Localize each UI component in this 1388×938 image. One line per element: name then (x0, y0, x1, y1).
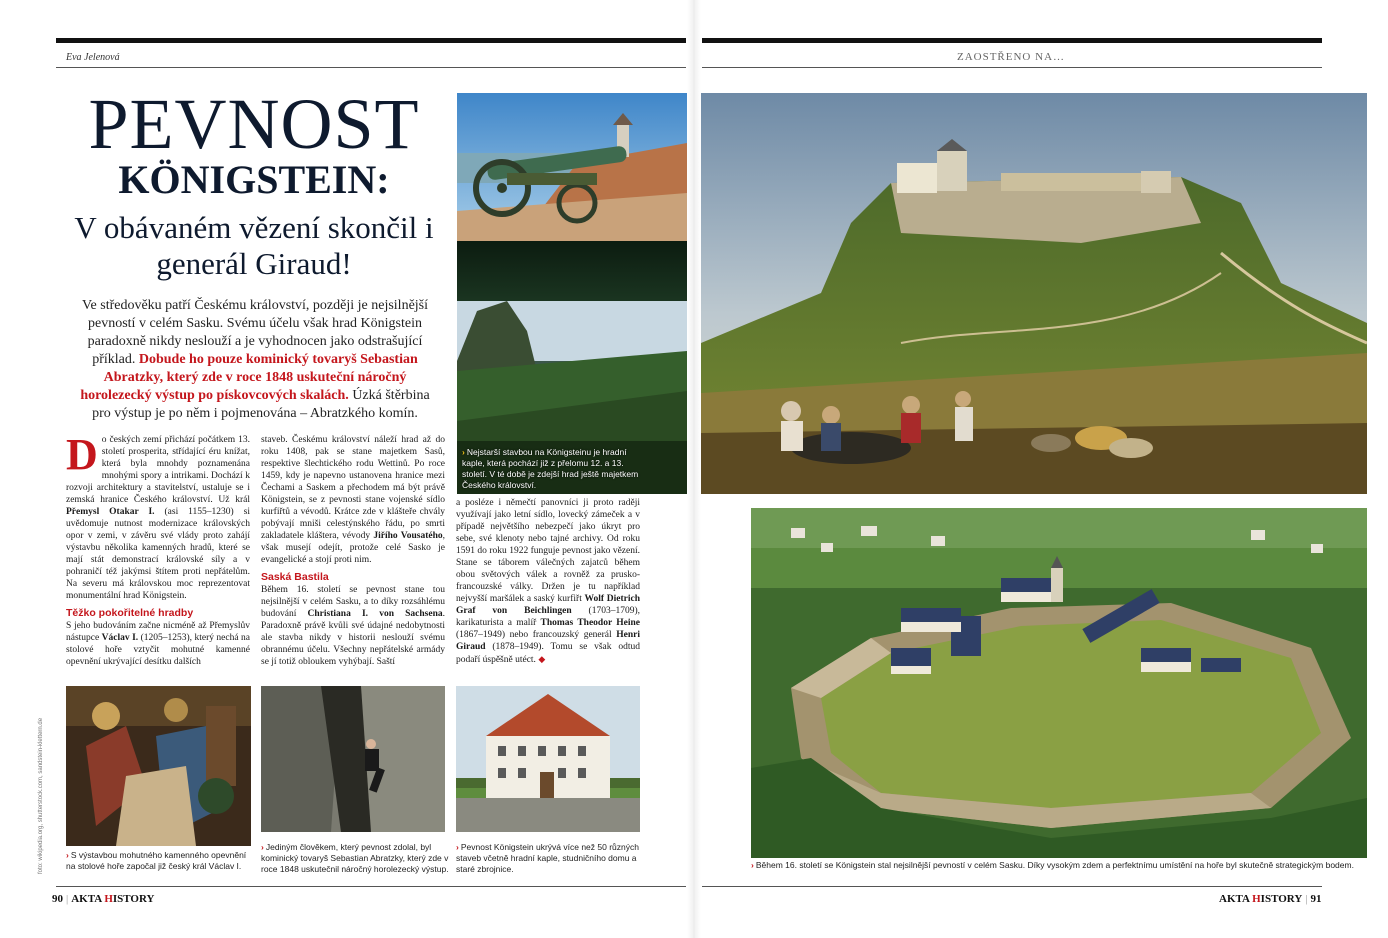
body-text: (1703–1709), karikaturista a malíř (456, 606, 641, 628)
folio-separator: | (1305, 893, 1308, 905)
body-bold-name: Václav I. (101, 633, 139, 643)
cannon-photo (457, 93, 687, 241)
photo-credit: foto: wikipedia.org, shutterstock.com, sandstein-klettern.de (38, 717, 44, 874)
building-photo (456, 686, 640, 832)
aerial-caption (751, 860, 1367, 871)
body-bold-name: Jiřího Vousatého (373, 531, 443, 541)
body-bold-name: Thomas Theodor Heine (540, 618, 640, 628)
lead-part-2: Úzká štěrbina pro výstup je po něm i pojmenována – Abratzkého komín. (92, 388, 430, 421)
fortress-painting (701, 93, 1367, 494)
caption-text: Během 16. století se Königstein stal nejsilnější pevností v celém Sasku. Díky vysokým zdem a perfektnímu umístění na hoře byl skutečně strategickým bodem. (755, 860, 1354, 870)
building-caption (456, 842, 641, 875)
right-folio (1219, 893, 1321, 905)
caption-arrow-icon: › (462, 447, 465, 457)
left-footer-rule (56, 886, 686, 887)
body-bold-name: Wolf Dietrich Graf von Beichlingen (456, 594, 640, 616)
body-text: , však musejí odejít, protože celé Sasko je evangelické a stojí proti nim. (261, 531, 445, 565)
page-number-right: 91 (1310, 893, 1322, 905)
body-text: a posléze i němečtí panovníci ji proto raději využívají jako letní sídlo, lovecký zámeček a v případě největšího nebezpečí jako úkryt pro sebe, své klenoty nebo tajné archivy. Od roku 1591 do roku 1922 funguje pevnost jako vězení. Stane se táborem válečných zajatců během obou světových válek a rovněž za prusko-francouzské války. Držen je tu například nejvyšší maršálek a saský kurfiřt (456, 498, 640, 604)
body-text: (1205–1253), který nechá na stolové hoře vztyčit mohutné kamenné opevnění ukrývající desítku dalších (66, 633, 250, 667)
caption-text: Nejstarší stavbou na Königsteinu je hradní kaple, která pochází již z přelomu 12. a 13. století. V té době je zdejší hrad ještě majetkem Českého království. (462, 447, 639, 490)
folio-separator: | (66, 893, 69, 905)
caption-arrow-icon: › (751, 860, 754, 870)
climber-photo (261, 686, 445, 832)
caption-text: S výstavbou mohutného kamenného opevnění na stolové hoře započal již český král Václav I. (66, 850, 247, 871)
headline-line-3: V obávaném vězení skončil i generál Giraud! (74, 210, 434, 281)
caption-arrow-icon: › (261, 842, 264, 852)
page-gutter (687, 0, 701, 938)
caption-arrow-icon: › (456, 842, 459, 852)
brand-b: ISTORY (1260, 893, 1303, 905)
subheading-bastila: Saská Bastila (261, 571, 329, 583)
caption-text: Pevnost Königstein ukrývá více než 50 různých staveb včetně hradní kaple, studničního domu a staré zbrojnice. (456, 842, 639, 874)
page-number-left: 90 (52, 893, 63, 905)
body-text: S jeho budováním začne nicméně až Přemyslův nástupce (66, 621, 250, 643)
left-header-rule (56, 38, 686, 43)
headline-line-1: PEVNOST (88, 84, 420, 164)
medieval-painting (66, 686, 251, 846)
body-text: . Paradoxně právě kvůli své údajné nedobytnosti ale stavba nikdy v historii neslouží svému obrannému účelu. Všechny nepřátelské armády se jí totiž obloukem vyhýbají. Saští (261, 609, 446, 667)
subheading-walls: Těžko pokořitelné hradby (66, 607, 194, 619)
author-name: Eva Jelenová (66, 52, 120, 63)
body-text: (1878–1949). Tomu se však odtud podaří úspěšně utéct. (456, 642, 640, 665)
brand-h: H (104, 893, 113, 905)
aerial-photo (751, 508, 1367, 858)
caption-arrow-icon: › (66, 850, 69, 860)
body-text: (asi 1155–1230) si uvědomuje nutnost modernizace královských opor v zemi, v závěru své vlády proto zahájí výstavbu několika kamenných hradů, které se mají stát demonstrací královské síly a v pohraničí též jakýmsi štítem proti nepřátelům. Na severu má královskou moc reprezentovat monumentální hrad Königstein. (66, 507, 250, 601)
headline-line-2: KÖNIGSTEIN: (118, 157, 390, 202)
landscape-caption (462, 447, 640, 491)
drop-cap: D (66, 430, 98, 479)
body-column-3 (456, 497, 640, 666)
section-tag: ZAOSTŘENO NA… (956, 51, 1066, 63)
body-text: o českých zemí přichází počátkem 13. století prosperita, střídající éru knížat, která byla mnohdy poznamenána mnohými spory a intrikami. Dochází k rozvoji architektury a stavitelství, ustaluje se i zemská hranice Českého království. Už král (66, 435, 250, 505)
lead-part-1: Ve středověku patří Českému království, později je nejsilnější pevností v celém Sasku. Svému účelu však hrad Königstein paradoxně nikdy neslouží a je vyhodnocen jako odstrašující příklad. (81, 298, 429, 367)
left-folio (52, 893, 154, 905)
brand-a: AKTA (1219, 893, 1253, 905)
right-header-rule (702, 38, 1322, 43)
brand-a: AKTA (71, 893, 105, 905)
lead-paragraph (74, 297, 436, 423)
lead-highlight: Dobude ho pouze kominický tovaryš Sebastian Abratzky, který zde v roce 1848 uskuteční náročný horolezecký výstup po pískovcových skalách. (80, 352, 418, 403)
brand-b: ISTORY (112, 893, 155, 905)
body-bold-name: Přemysl Otakar I. (66, 507, 155, 517)
left-header-thin-rule (56, 67, 686, 68)
caption-text: Jediným člověkem, který pevnost zdolal, byl kominický tovaryš Sebastian Abratzky, který zde v roce 1848 uskutečnil náročný horolezecký výstup. (261, 842, 449, 874)
right-footer-rule (702, 886, 1322, 887)
body-bold-name: Christiana I. von Sachsena (307, 609, 443, 619)
body-text: Během 16. století se pevnost stane tou nejsilnější v celém Sasku, a to díky rozsáhlému budování (261, 585, 445, 619)
body-column-1 (66, 430, 250, 668)
right-header-thin-rule (702, 67, 1322, 68)
body-column-2 (261, 434, 445, 668)
body-text: staveb. Českému království náleží hrad až do roku 1408, pak se stane majetkem Sasů, respektive šlechtického rodu Wettinů. Po roce 1459, kdy je napevno ustanovena hranice mezi Čechami a Saskem a přechodem má být právě Königstein, se z pevnosti stane vojenské sídlo kurfiřtů a vévodů. Krátce zde v klášteře chvály pobývají mniši celestýnského řádu, po smrti zakladatele kláštera, vévody (261, 435, 445, 541)
climber-caption (261, 842, 451, 875)
end-mark-icon: ◆ (538, 654, 546, 664)
brand-h: H (1252, 893, 1261, 905)
medieval-caption (66, 850, 251, 872)
body-bold-name: Henri Giraud (456, 630, 640, 652)
body-text: (1867–1949) nebo francouzský generál (456, 630, 617, 640)
